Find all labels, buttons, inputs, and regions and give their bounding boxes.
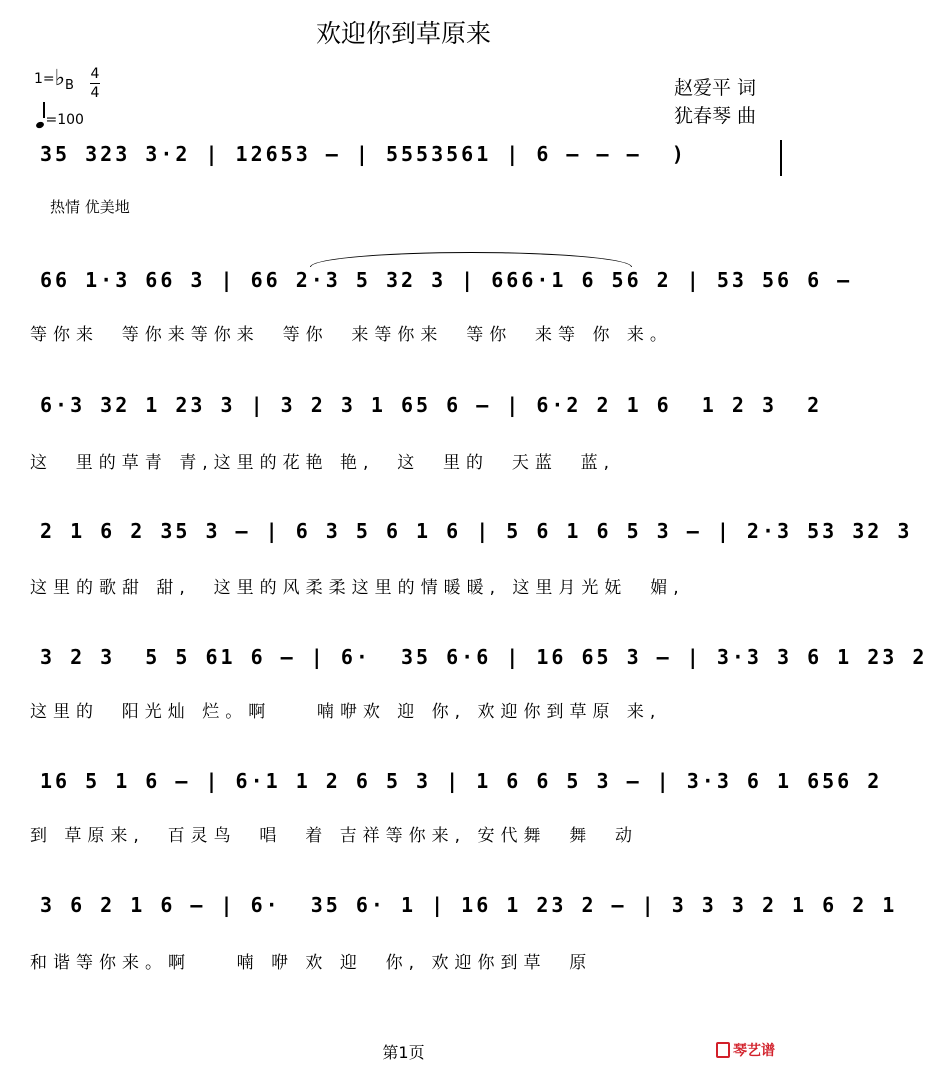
notation-row: 35 323 3·2 | 12653 – | 5553561 | 6 – – – ) <box>40 142 687 166</box>
lyric-row: 这里的 阳光灿 烂。啊 喃咿欢 迎 你, 欢迎你到草原 来, <box>30 702 662 722</box>
lyric-row: 这里的歌甜 甜, 这里的风柔柔这里的情暖暖, 这里月光妩 媚, <box>30 578 685 598</box>
composer: 犹春琴 曲 <box>674 105 757 127</box>
notation-row: 3 6 2 1 6 – | 6· 35 6· 1 | 16 1 23 2 – | 3 3 3 2 1 6 2 1 <box>40 893 898 917</box>
lyric-row: 到 草原来, 百灵鸟 唱 着 吉祥等你来, 安代舞 舞 动 <box>30 826 639 846</box>
notation-row: 16 5 1 6 – | 6·1 1 2 6 5 3 | 1 6 6 5 3 – | 3·3 6 1 656 2 <box>40 769 883 793</box>
tie-arc <box>310 252 632 267</box>
song-title: 欢迎你到草原来 <box>315 19 491 48</box>
notation-row: 2 1 6 2 35 3 – | 6 3 5 6 1 6 | 5 6 1 6 5 3 – | 2·3 53 32 3 <box>40 519 913 543</box>
tempo-marking: =100 <box>36 108 84 128</box>
logo-icon <box>716 1042 730 1058</box>
time-signature: 4 4 <box>90 66 100 101</box>
lyricist: 赵爱平 词 <box>674 77 757 99</box>
quarter-note-icon <box>35 121 45 129</box>
notation-row: 3 2 3 5 5 61 6 – | 6· 35 6·6 | 16 65 3 – | 3·3 3 6 1 23 2 <box>40 645 927 669</box>
notation-row: 6·3 32 1 23 3 | 3 2 3 1 65 6 – | 6·2 2 1 6 1 2 3 2 <box>40 393 823 417</box>
key-signature: 1=♭B <box>34 66 74 93</box>
credits <box>674 74 756 130</box>
notation-row: 66 1·3 66 3 | 66 2·3 5 32 3 | 666·1 6 56 2 | 53 56 6 – <box>40 268 853 292</box>
lyric-row: 等你来 等你来等你来 等你 来等你来 等你 来等 你 来。 <box>30 325 673 345</box>
barline <box>780 140 782 176</box>
lyric-row: 和谐等你来。啊 喃 咿 欢 迎 你, 欢迎你到草 原 <box>30 953 593 973</box>
lyric-row: 这 里的草青 青,这里的花艳 艳, 这 里的 天蓝 蓝, <box>30 453 616 473</box>
site-logo: 琴艺谱 <box>716 1040 775 1060</box>
page-number: 第1页 <box>382 1043 425 1062</box>
expression-marking: 热情 优美地 <box>50 198 130 216</box>
